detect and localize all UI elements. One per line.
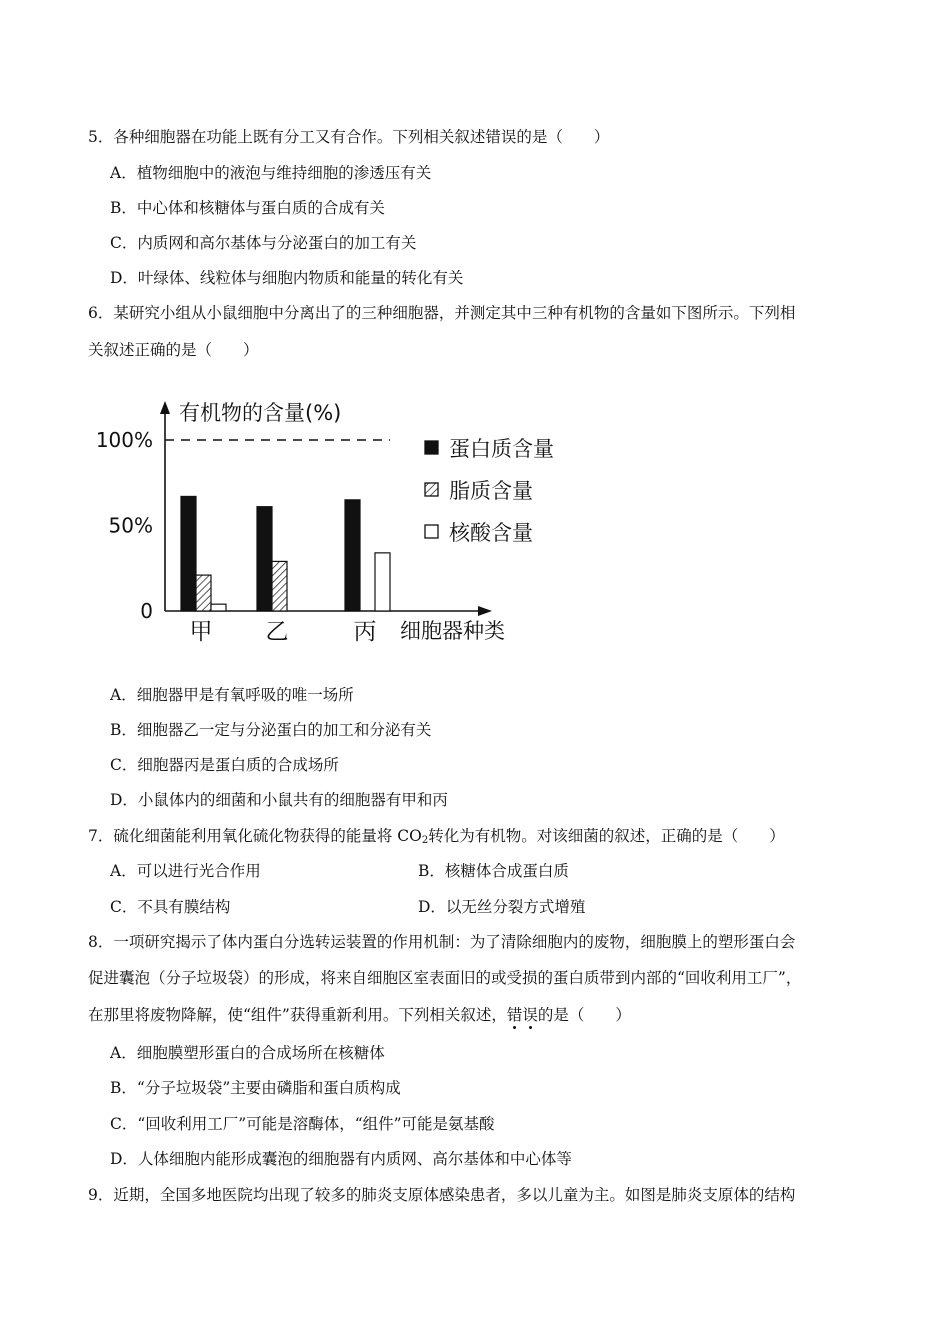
y-tick-label: 100% [95,428,153,452]
x-axis-arrow [478,606,492,616]
organic-content-bar-chart [95,392,595,654]
legend-label: 核酸含量 [449,521,533,545]
y-axis-arrow [160,401,170,414]
q8-option-c: C．“回收利用工厂”可能是溶酶体，“组件”可能是氨基酸 [110,1115,495,1133]
bar-hatched [272,561,287,611]
legend-swatch-solid [425,441,438,454]
q6-stem-line2: 关叙述正确的是（ ） [88,341,259,359]
emphasis-dot [529,1026,532,1029]
q6-stem-line1: 6．某研究小组从小鼠细胞中分离出了的三种细胞器，并测定其中三种有机物的含量如下图所示。下列相 [88,304,796,322]
x-category-label: 乙 [265,619,289,645]
legend-swatch-hollow [425,525,438,538]
y-tick-label: 50% [108,513,153,538]
legend-label: 蛋白质含量 [449,437,554,461]
x-category-label: 甲 [189,619,213,645]
q5-option-b: B．中心体和核糖体与蛋白质的合成有关 [110,199,385,217]
q8-option-a: A．细胞膜塑形蛋白的合成场所在核糖体 [110,1044,385,1062]
q7-option-c: C．不具有膜结构 [110,898,231,916]
q8-stem-emphasis-text: 错误 [506,1006,538,1024]
q9-stem-line1: 9．近期，全国多地医院均出现了较多的肺炎支原体感染患者，多以儿童为主。如图是肺炎支原体的结构 [88,1186,796,1204]
q7-stem-after: 转化为有机物。对该细菌的叙述，正确的是（ ） [428,827,785,845]
bar-solid [345,500,360,611]
bar-hollow [375,553,390,611]
q5-option-a: A．植物细胞中的液泡与维持细胞的渗透压有关 [110,164,432,182]
q8-option-d: D．人体细胞内能形成囊泡的细胞器有内质网、高尔基体和中心体等 [110,1150,572,1168]
q7-option-a: A．可以进行光合作用 [110,862,261,880]
x-axis-label: 细胞器种类 [400,619,505,643]
bar-solid [181,496,196,611]
q5-stem: 5．各种细胞器在功能上既有分工又有合作。下列相关叙述错误的是（ ） [88,128,610,146]
chart-title: 有机物的含量(%) [179,401,342,425]
q8-stem-line1: 8．一项研究揭示了体内蛋白分选转运装置的作用机制：为了清除细胞内的废物，细胞膜上的塑形蛋白会 [88,933,796,951]
emphasis-dot [513,1026,516,1029]
q8-option-b: B．“分子垃圾袋”主要由磷脂和蛋白质构成 [110,1079,401,1097]
q8-stem-emphasis [507,1006,538,1024]
q5-option-d: D．叶绿体、线粒体与细胞内物质和能量的转化有关 [110,269,464,287]
q6-option-a: A．细胞器甲是有氧呼吸的唯一场所 [110,686,354,704]
x-category-label: 丙 [353,619,377,645]
q8-stem-line3 [88,1004,631,1026]
q7-stem-subscript: 2 [421,835,429,846]
bar-hatched [196,575,211,611]
q5-option-c: C．内质网和高尔基体与分泌蛋白的加工有关 [110,234,417,252]
q7-option-d: D．以无丝分裂方式增殖 [418,898,586,916]
q7-stem-before: 7．硫化细菌能利用氧化硫化物获得的能量将 CO [88,827,422,845]
q8-stem-line3-before: 在那里将废物降解，使“组件”获得重新利用。下列相关叙述， [88,1006,507,1024]
bar-hollow [211,604,226,611]
y-tick-label: 0 [140,599,153,623]
q7-stem [88,825,785,852]
q8-stem-line3-after: 的是（ ） [537,1006,631,1024]
q6-option-d: D．小鼠体内的细菌和小鼠共有的细胞器有甲和丙 [110,791,448,809]
q7-option-b: B．核糖体合成蛋白质 [418,862,569,880]
q6-option-c: C．细胞器丙是蛋白质的合成场所 [110,756,339,774]
legend-label: 脂质含量 [449,479,533,503]
q6-option-b: B．细胞器乙一定与分泌蛋白的加工和分泌有关 [110,721,432,739]
legend-swatch-hatched [425,483,438,496]
bar-solid [257,507,272,611]
q8-stem-line2: 促进囊泡（分子垃圾袋）的形成，将来自细胞区室表面旧的或受损的蛋白质带到内部的“回收利用工厂”， [88,969,802,987]
